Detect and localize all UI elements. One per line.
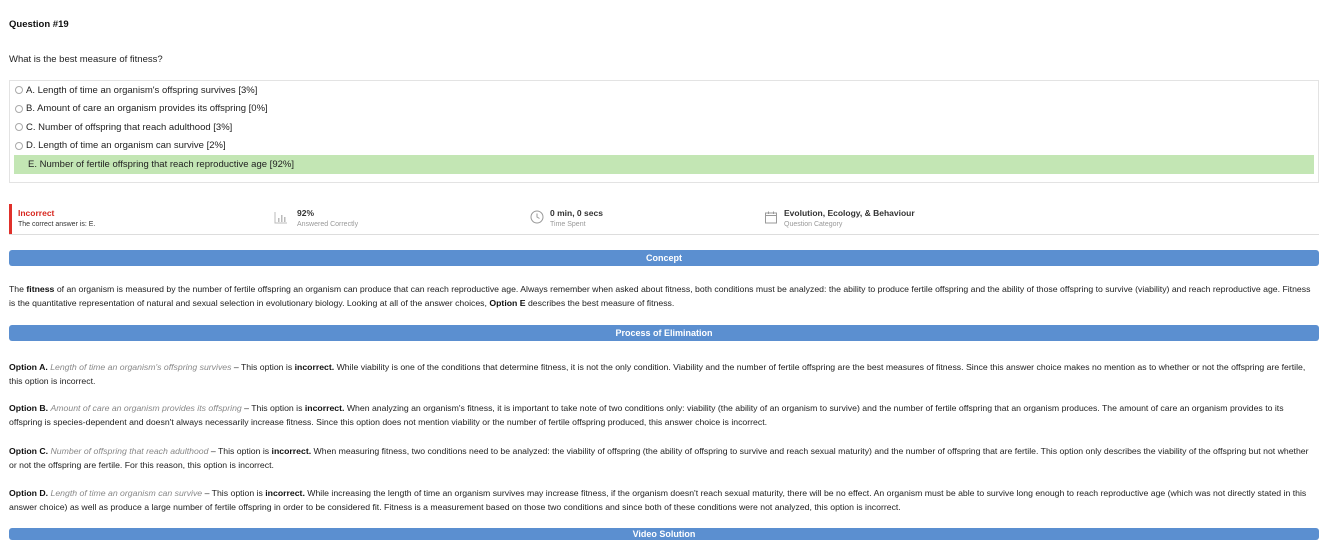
correct-answer-text: The correct answer is: E. xyxy=(18,221,96,228)
choice-c[interactable] xyxy=(10,118,1318,137)
option-head: Option D. xyxy=(9,488,49,498)
option-italic: Length of time an organism can survive xyxy=(50,488,203,498)
option-b-explanation xyxy=(9,401,1317,429)
time-value: 0 min, 0 secs xyxy=(550,208,603,218)
percent-label: Answered Correctly xyxy=(297,221,359,228)
category-label: Question Category xyxy=(784,221,843,228)
status-text: Incorrect xyxy=(18,208,55,218)
result-stats xyxy=(9,204,1319,235)
option-verdict: incorrect. xyxy=(304,403,345,413)
concept-paragraph xyxy=(9,282,1317,310)
radio-icon[interactable] xyxy=(15,105,23,113)
option-head: Option A. xyxy=(9,362,48,372)
choice-e-correct[interactable] xyxy=(14,155,1314,174)
radio-icon[interactable] xyxy=(15,86,23,94)
concept-bold-term: fitness xyxy=(26,284,55,294)
option-head: Option C. xyxy=(9,446,49,456)
choice-d[interactable] xyxy=(10,137,1318,156)
option-text: While increasing the length of time an organism survives may increase fitness, if the organism doesn't reach sexual maturity, there will be no effect. An organism must be able to survive long enough to reach reproductive age (which was not directly stated in this answer choice) as well as produce a large number of fertile offspring in order to be considered fit. Fitness is a measurement based on those two conditions and since both of these conditions were not analyzed, this option is incorrect. xyxy=(9,488,1307,512)
option-italic: Amount of care an organism provides its offspring xyxy=(50,403,242,413)
bar-chart-icon xyxy=(274,210,288,224)
option-head: Option B. xyxy=(9,403,49,413)
incorrect-indicator xyxy=(9,204,12,234)
elimination-header[interactable]: Process of Elimination xyxy=(9,325,1319,341)
option-text: – This option is xyxy=(241,403,305,413)
question-text: What is the best measure of fitness? xyxy=(9,54,163,65)
option-text: When analyzing an organism's fitness, it is important to take note of two conditions only: viability (the ability of an organism to survive) and the number of fertile offspring that an organism produces. The amount of care an organism provides to its offspring is species-dependent and doesn't always necessarily increase fitness. Since this option does not mention viability or the number of fertile offspring produced, this answer choice is incorrect. xyxy=(9,403,1284,427)
choice-a[interactable] xyxy=(10,81,1318,100)
option-text: When measuring fitness, two conditions need to be analyzed: the viability of offspring (the ability of offspring to survive and reach sexual maturity) and the number of offspring that are fertile. This option only describes the viability of the offspring but not whether or not the offspring are fertile. For this reason, this option is incorrect. xyxy=(9,446,1309,470)
option-text: – This option is xyxy=(231,362,295,372)
concept-text: describes the best measure of fitness. xyxy=(525,298,675,308)
choice-label: B. Amount of care an organism provides its offspring [0%] xyxy=(26,103,268,115)
category-stat xyxy=(784,208,915,228)
concept-bold-term: Option E xyxy=(489,298,526,308)
option-a-explanation xyxy=(9,360,1317,388)
answer-choices xyxy=(9,80,1319,183)
option-verdict: incorrect. xyxy=(294,362,335,372)
option-text: – This option is xyxy=(208,446,272,456)
time-spent-stat xyxy=(550,208,603,228)
calendar-icon xyxy=(764,210,778,224)
option-text: While viability is one of the conditions that determine fitness, it is not the only condition. Viability and the number of fertile offspring are the best measures of fitness. Since this answer choice makes no mention as to whether or not the offspring are fertile, this option is incorrect. xyxy=(9,362,1306,386)
option-d-explanation xyxy=(9,486,1317,514)
option-text: – This option is xyxy=(202,488,266,498)
concept-header[interactable]: Concept xyxy=(9,250,1319,266)
radio-icon[interactable] xyxy=(15,142,23,150)
percent-value: 92% xyxy=(297,208,315,218)
option-italic: Number of offspring that reach adulthood xyxy=(50,446,209,456)
choice-b[interactable] xyxy=(10,100,1318,119)
option-italic: Length of time an organism's offspring survives xyxy=(50,362,232,372)
time-label: Time Spent xyxy=(550,221,586,228)
percent-correct-stat xyxy=(297,208,358,228)
radio-icon[interactable] xyxy=(15,123,23,131)
choice-label: E. Number of fertile offspring that reach reproductive age [92%] xyxy=(28,158,294,170)
clock-icon xyxy=(530,210,544,224)
category-value: Evolution, Ecology, & Behaviour xyxy=(784,208,915,218)
concept-text: of an organism is measured by the number of fertile offspring an organism can produce that can reach reproductive age. Always remember when asked about fitness, both conditions must be analyzed: the ability to produce fertile offspring and the ability of those offspring to survive (viability) and reach reproductive age. Fitness is the quantitative representation of natural and sexual selection in evolutionary biology. Looking at all of the answer choices, xyxy=(9,284,1311,308)
question-number: Question #19 xyxy=(9,19,69,30)
video-solution-header[interactable]: Video Solution xyxy=(9,528,1319,540)
option-verdict: incorrect. xyxy=(271,446,312,456)
choice-label: C. Number of offspring that reach adulthood [3%] xyxy=(26,121,233,133)
option-verdict: incorrect. xyxy=(265,488,305,498)
choice-label: D. Length of time an organism can survive [2%] xyxy=(26,140,226,152)
concept-text: The xyxy=(9,284,27,294)
result-status xyxy=(18,208,95,228)
option-c-explanation xyxy=(9,444,1317,472)
choice-label: A. Length of time an organism's offspring survives [3%] xyxy=(26,84,258,96)
